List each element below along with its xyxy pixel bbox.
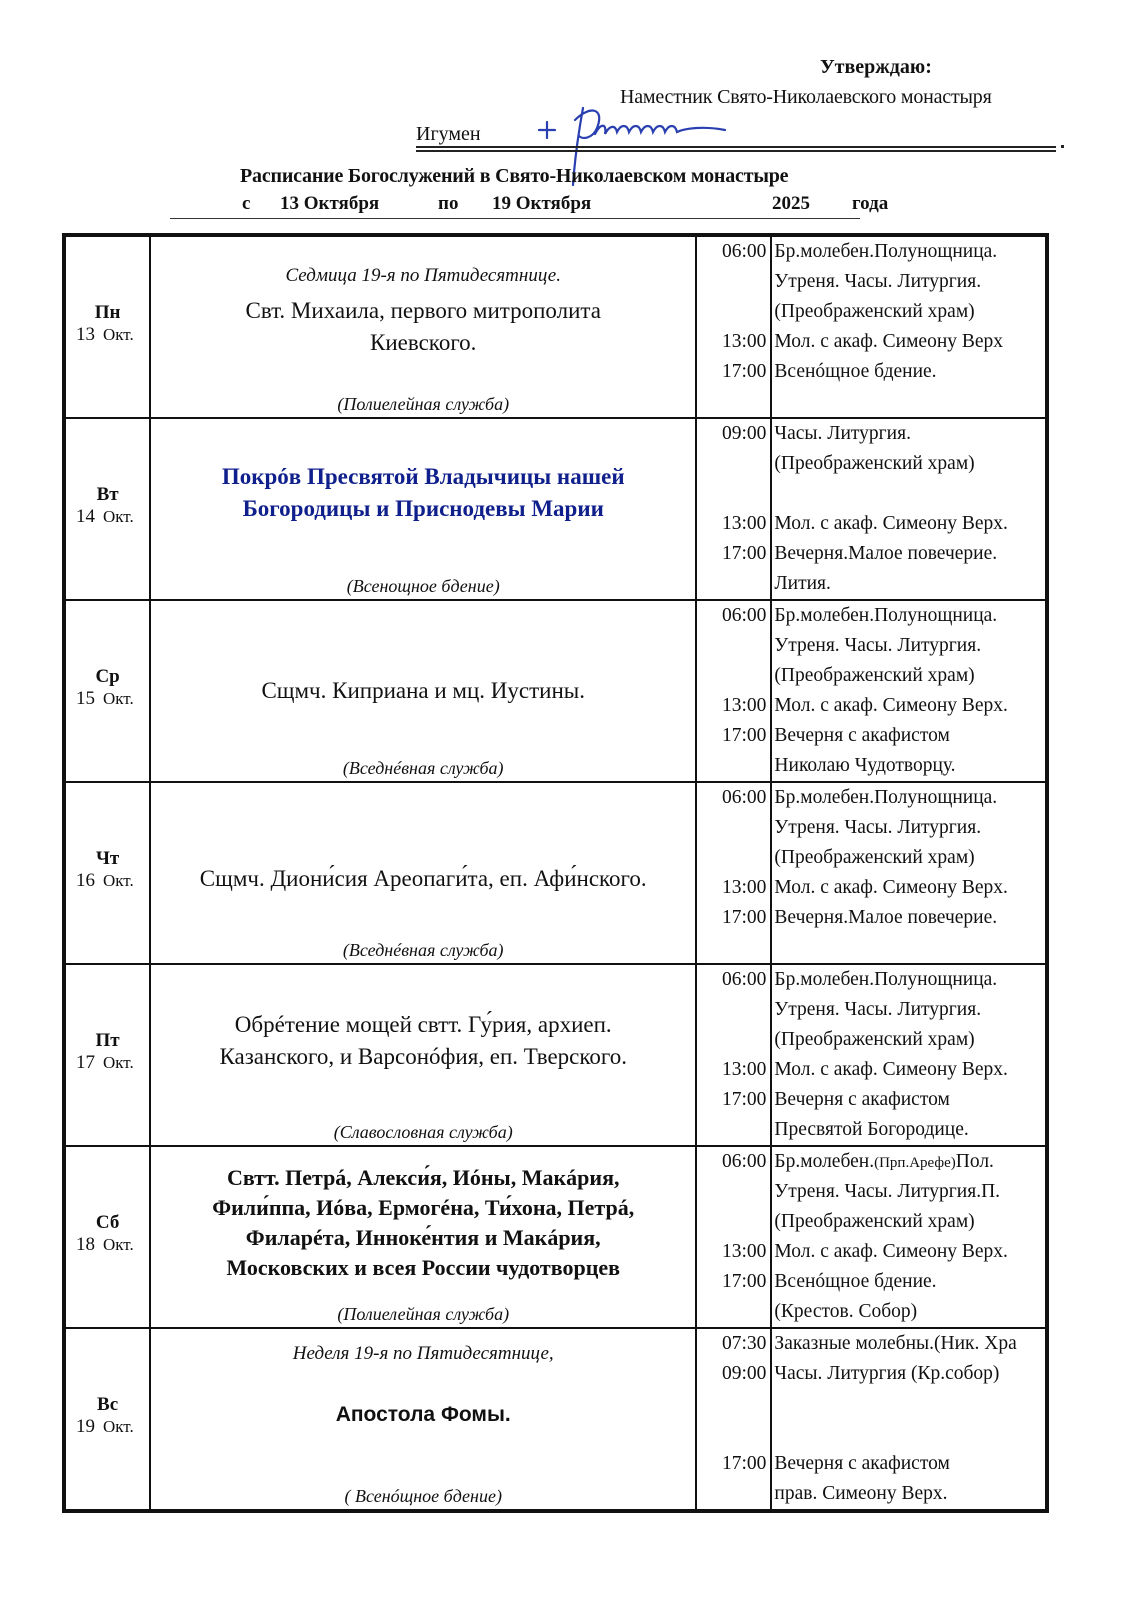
day-row <box>64 1146 1047 1328</box>
document-title: Расписание Богослужений в Свято-Николаевском монастыре <box>240 165 789 187</box>
service-text: Вечерня.Малое повечерие. <box>774 907 998 928</box>
service-time: 06:00 <box>722 969 767 990</box>
service-time <box>697 1297 766 1327</box>
service-description <box>772 873 1045 903</box>
weekday: Вс <box>97 1394 119 1415</box>
service-rank: ( Всенóщное бдение) <box>344 1486 502 1506</box>
services-cell <box>771 1328 1047 1511</box>
service-time: 17:00 <box>722 725 767 746</box>
service-rank: (Вседнéвная служба) <box>342 758 504 778</box>
date <box>66 688 149 710</box>
service-rank: (Полиелейная служба) <box>337 1304 510 1324</box>
service-text: Бр.молебен.Полунощница. <box>774 241 998 262</box>
service-text: (Преображенский храм) <box>774 301 975 322</box>
times-cell <box>696 1146 771 1328</box>
month: Окт. <box>103 689 134 708</box>
service-text: Утреня. Часы. Литургия. <box>774 635 982 656</box>
service-text: Мол. с акаф. Симеону Верх. <box>774 1059 1008 1080</box>
feast-title-line: Фили́ппа, Иóва, Ермогéна, Ти́хона, Петрá, <box>212 1195 635 1220</box>
service-description <box>772 237 1045 267</box>
feast-title-line: Московских и всея России чудотворцев <box>226 1255 621 1280</box>
service-text: Лития. <box>774 573 831 594</box>
day-cell <box>64 964 150 1146</box>
weekday: Сб <box>95 1212 120 1233</box>
day-cell <box>64 782 150 964</box>
service-description <box>772 1147 1045 1177</box>
day-row <box>64 1328 1047 1511</box>
feast-cell <box>150 1328 696 1511</box>
service-description <box>772 1055 1045 1085</box>
day-number: 15 <box>76 688 95 709</box>
day-cell <box>64 235 150 418</box>
approval-heading: Утверждаю: <box>820 56 932 78</box>
feast-title <box>151 675 695 707</box>
schedule-table <box>62 233 1049 1513</box>
service-text: Вечерня с акафистом <box>774 725 950 746</box>
day-cell <box>64 600 150 782</box>
service-description <box>772 965 1045 995</box>
feast-title-line: Киевского. <box>370 330 477 355</box>
day-number: 17 <box>76 1052 95 1073</box>
feast-cell <box>150 964 696 1146</box>
service-time: 17:00 <box>722 907 767 928</box>
service-rank: (Полиелейная служба) <box>337 394 510 414</box>
day-row <box>64 782 1047 964</box>
service-text: Заказные молебны.(Ник. Хра <box>774 1333 1017 1354</box>
week-note: Неделя 19-я по Пятидесятнице, <box>292 1343 554 1364</box>
service-description <box>772 1177 1045 1207</box>
service-note: (Прп.Арефе) <box>874 1155 956 1171</box>
service-description <box>772 1389 1045 1419</box>
period-from-date: 13 Октября <box>280 193 380 214</box>
service-description <box>772 449 1045 479</box>
service-time <box>697 1479 766 1509</box>
month: Окт. <box>103 507 134 526</box>
service-time: 17:00 <box>722 1089 767 1110</box>
service-description <box>772 691 1045 721</box>
service-time <box>697 449 766 479</box>
period-year-label: года <box>852 193 889 214</box>
service-description <box>772 1419 1045 1449</box>
service-time <box>697 1389 766 1419</box>
date <box>66 324 149 346</box>
service-time <box>697 1025 766 1055</box>
service-time <box>697 1419 766 1449</box>
feast-title-line: Свтт. Петрá, Алекси́я, Иóны, Макáрия, <box>226 1165 620 1190</box>
feast-title-line: Сщмч. Киприана и мц. Иустины. <box>261 678 585 703</box>
day-number: 14 <box>76 506 95 527</box>
service-description <box>772 267 1045 297</box>
service-description <box>772 1449 1045 1479</box>
date <box>66 1234 149 1256</box>
month: Окт. <box>103 325 134 344</box>
service-description <box>772 1025 1045 1055</box>
times-cell <box>696 600 771 782</box>
feast-title-line: Апостола Фомы. <box>335 1403 511 1426</box>
service-description <box>772 751 1045 781</box>
feast-cell <box>150 235 696 418</box>
day-row <box>64 235 1047 418</box>
month: Окт. <box>103 1417 134 1436</box>
service-time: 13:00 <box>722 1241 767 1262</box>
service-text: Николаю Чудотворцу. <box>774 755 956 776</box>
service-time <box>697 933 766 963</box>
service-description <box>772 357 1045 387</box>
date <box>66 1416 149 1438</box>
service-time: 13:00 <box>722 695 767 716</box>
service-description <box>772 1359 1045 1389</box>
service-text: Бр.молебен.Полунощница. <box>774 969 998 990</box>
period-to-label: по <box>438 193 459 214</box>
day-cell <box>64 1328 150 1511</box>
service-time: 06:00 <box>722 241 767 262</box>
service-description <box>772 1115 1045 1145</box>
approver-rank: Игумен <box>416 123 481 145</box>
day-number: 18 <box>76 1234 95 1255</box>
service-text: прав. Симеону Верх. <box>774 1483 948 1504</box>
service-description <box>772 783 1045 813</box>
service-time <box>697 995 766 1025</box>
date <box>66 1052 149 1074</box>
service-time: 13:00 <box>722 513 767 534</box>
service-description <box>772 1237 1045 1267</box>
service-time <box>697 267 766 297</box>
service-description <box>772 813 1045 843</box>
service-description <box>772 1297 1045 1327</box>
day-row <box>64 964 1047 1146</box>
day-cell <box>64 418 150 600</box>
services-cell <box>771 600 1047 782</box>
service-description <box>772 843 1045 873</box>
service-text: (Крестов. Собор) <box>774 1301 918 1322</box>
service-text: Утреня. Часы. Литургия.П. <box>774 1181 1001 1202</box>
service-time: 17:00 <box>722 361 767 382</box>
service-time: 06:00 <box>722 605 767 626</box>
service-time: 09:00 <box>722 1363 767 1384</box>
service-description <box>772 721 1045 751</box>
services-cell <box>771 782 1047 964</box>
services-cell <box>771 418 1047 600</box>
service-time <box>697 387 766 417</box>
service-time: 06:00 <box>722 787 767 808</box>
service-text: Утреня. Часы. Литургия. <box>774 999 982 1020</box>
service-time <box>697 1207 766 1237</box>
feast-cell <box>150 418 696 600</box>
service-time <box>697 843 766 873</box>
service-time <box>697 751 766 781</box>
service-text: Бр.молебен. <box>774 1151 875 1172</box>
feast-cell <box>150 1146 696 1328</box>
feast-title <box>151 1009 695 1073</box>
feast-title <box>151 863 695 895</box>
day-number: 16 <box>76 870 95 891</box>
weekday: Ср <box>95 666 120 687</box>
service-text: (Преображенский храм) <box>774 847 975 868</box>
period-to-date: 19 Октября <box>492 193 592 214</box>
service-text: Всенóщное бдение. <box>774 361 937 382</box>
service-time: 17:00 <box>722 1453 767 1474</box>
feast-cell <box>150 600 696 782</box>
service-time <box>697 1115 766 1145</box>
service-text: (Преображенский храм) <box>774 453 975 474</box>
service-text: Мол. с акаф. Симеону Верх. <box>774 695 1008 716</box>
service-description <box>772 601 1045 631</box>
service-time: 06:00 <box>722 1151 767 1172</box>
service-description <box>772 661 1045 691</box>
feast-title-line: Богородицы и Приснодевы Марии <box>242 496 604 521</box>
service-time: 09:00 <box>722 423 767 444</box>
signature-line <box>416 146 1056 152</box>
schedule-period <box>170 193 889 219</box>
feast-title-line: Филарéта, Инноке́нтия и Макáрия, <box>245 1225 601 1250</box>
weekday: Пн <box>94 302 121 323</box>
service-time: 17:00 <box>722 543 767 564</box>
service-rank: (Всенощное бдение) <box>346 576 500 596</box>
service-time <box>697 813 766 843</box>
feast-title <box>151 295 695 359</box>
service-description <box>772 387 1045 417</box>
service-text: Утреня. Часы. Литургия. <box>774 271 982 292</box>
service-time: 13:00 <box>722 1059 767 1080</box>
service-time: 07:30 <box>722 1333 767 1354</box>
service-text: Утреня. Часы. Литургия. <box>774 817 982 838</box>
service-text: Вечерня с акафистом <box>774 1453 950 1474</box>
month: Окт. <box>103 1053 134 1072</box>
service-text: Вечерня.Малое повечерие. <box>774 543 998 564</box>
service-description <box>772 297 1045 327</box>
service-description <box>772 903 1045 933</box>
service-description <box>772 1479 1045 1509</box>
service-text: Мол. с акаф. Симеону Верх. <box>774 513 1008 534</box>
service-text: Бр.молебен.Полунощница. <box>774 787 998 808</box>
day-row <box>64 600 1047 782</box>
period-year: 2025 <box>772 193 810 214</box>
feast-title-line: Казанского, и Варсонóфия, еп. Тверского. <box>219 1044 627 1069</box>
times-cell <box>696 964 771 1146</box>
feast-title-line: Свт. Михаила, первого митрополита <box>245 298 601 323</box>
feast-title-line: Покрóв Пресвятой Владычицы нашей <box>221 464 625 489</box>
day-row <box>64 418 1047 600</box>
period-underline <box>170 218 860 219</box>
service-description <box>772 419 1045 449</box>
service-description <box>772 509 1045 539</box>
feast-title <box>151 1163 695 1283</box>
feast-title <box>151 1399 695 1431</box>
month: Окт. <box>103 871 134 890</box>
feast-title-line: Обрéтение мощей свтт. Гу́рия, архиеп. <box>234 1012 612 1037</box>
service-rank: (Вседнéвная служба) <box>342 940 504 960</box>
service-time <box>697 631 766 661</box>
services-cell <box>771 964 1047 1146</box>
period-from-label: с <box>242 193 251 214</box>
week-note: Седмица 19-я по Пятидесятнице. <box>285 265 561 286</box>
service-description <box>772 631 1045 661</box>
day-number: 19 <box>76 1416 95 1437</box>
date <box>66 870 149 892</box>
service-text: (Преображенский храм) <box>774 665 975 686</box>
service-text-tail: Пол. <box>955 1151 994 1172</box>
service-text: Бр.молебен.Полунощница. <box>774 605 998 626</box>
service-time <box>697 479 766 509</box>
approver-title: Наместник Свято-Николаевского монастыря <box>620 86 992 108</box>
times-cell <box>696 1328 771 1511</box>
feast-cell <box>150 782 696 964</box>
services-cell <box>771 235 1047 418</box>
service-description <box>772 995 1045 1025</box>
service-text: Часы. Литургия (Кр.собор) <box>774 1363 1000 1384</box>
feast-title <box>151 461 695 525</box>
weekday: Вт <box>96 484 119 505</box>
feast-title-line: Сщмч. Диони́сия Ареопаги́та, еп. Афи́нского. <box>199 866 647 891</box>
service-description <box>772 569 1045 599</box>
day-number: 13 <box>76 324 95 345</box>
service-time <box>697 1177 766 1207</box>
service-description <box>772 327 1045 357</box>
times-cell <box>696 782 771 964</box>
service-text: Мол. с акаф. Симеону Верх <box>774 331 1004 352</box>
service-text: Мол. с акаф. Симеону Верх. <box>774 1241 1008 1262</box>
service-time <box>697 569 766 599</box>
times-cell <box>696 235 771 418</box>
service-description <box>772 1329 1045 1359</box>
service-text: (Преображенский храм) <box>774 1029 975 1050</box>
month: Окт. <box>103 1235 134 1254</box>
weekday: Пт <box>95 1030 120 1051</box>
service-time: 17:00 <box>722 1271 767 1292</box>
service-time <box>697 297 766 327</box>
times-cell <box>696 418 771 600</box>
service-description <box>772 539 1045 569</box>
service-time: 13:00 <box>722 877 767 898</box>
service-text: Всенóщное бдение. <box>774 1271 937 1292</box>
service-description <box>772 933 1045 963</box>
service-description <box>772 1085 1045 1115</box>
service-text: Мол. с акаф. Симеону Верх. <box>774 877 1008 898</box>
service-text: Часы. Литургия. <box>774 423 911 444</box>
service-text: Пресвятой Богородице. <box>774 1119 969 1140</box>
service-description <box>772 1207 1045 1237</box>
weekday: Чт <box>95 848 120 869</box>
service-text: Вечерня с акафистом <box>774 1089 950 1110</box>
service-time: 13:00 <box>722 331 767 352</box>
services-cell <box>771 1146 1047 1328</box>
service-description <box>772 1267 1045 1297</box>
date <box>66 506 149 528</box>
day-cell <box>64 1146 150 1328</box>
service-time <box>697 661 766 691</box>
service-description <box>772 479 1045 509</box>
service-rank: (Славословная служба) <box>333 1122 513 1142</box>
service-text: (Преображенский храм) <box>774 1211 975 1232</box>
